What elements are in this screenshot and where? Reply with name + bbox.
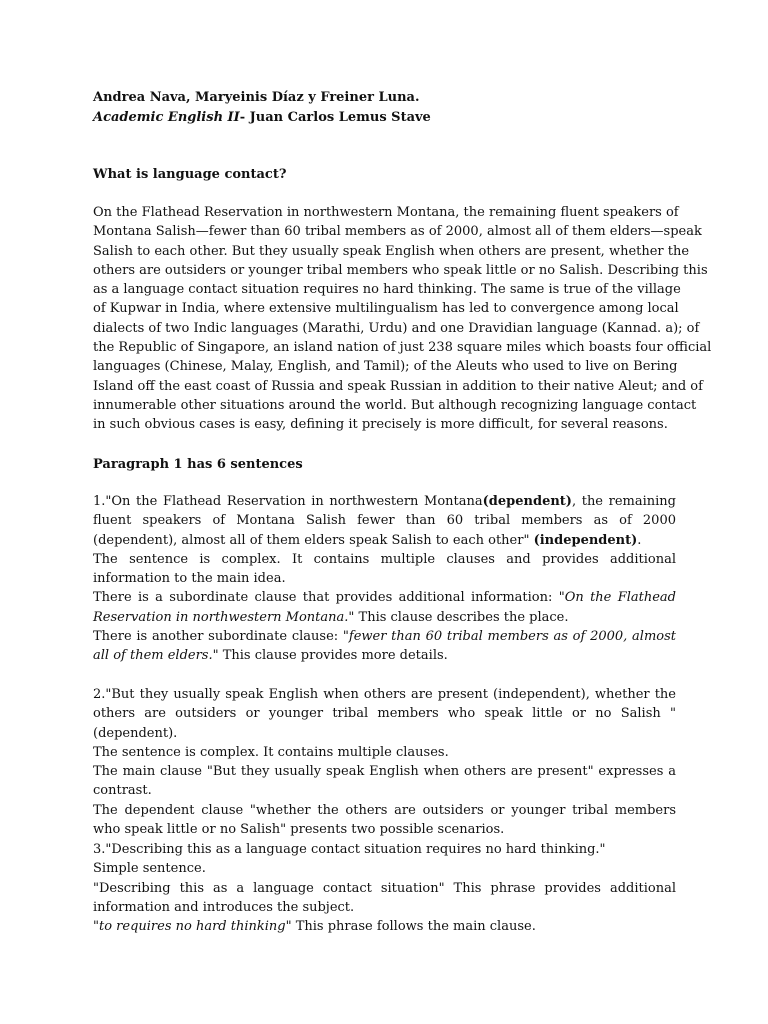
passage-line: of Kupwar in India, where extensive multilingualism has led to convergence among local [93,301,679,317]
sentence-3-follow [93,917,676,936]
document-header [93,88,431,127]
sentence-1-analysis [93,492,676,666]
explanation-text: This clause provides more details. [218,648,448,664]
explanation-text: There is another subordinate clause: [93,629,343,645]
course-line [93,108,431,128]
paragraph-count-heading: Paragraph 1 has 6 sentences [93,457,303,472]
quote-text: , the remaining fluent speakers of Montana Salish fewer than 60 tribal members as of 2000 (dependent), almost all of them elders speak Salish to each other" [93,494,676,548]
passage-line: dialects of two Indic languages (Marathi, Urdu) and one Dravidian language (Kannad. a); of [93,320,700,336]
sentence-3-phrase: "Describing this as a language contact situation" This phrase provides additional information and introduces the subject. [93,880,676,915]
independent-tag: (independent) [533,532,638,548]
passage-line: Island off the east coast of Russia and speak Russian in addition to their native Aleut; and of [93,378,703,394]
sentence-2-dependent-clause: The dependent clause "whether the others are outsiders or younger tribal members who speak little or no Salish" presents two possible scenarios. [93,802,676,838]
passage-line: as a language contact situation requires no hard thinking. The same is true of the village [93,282,681,298]
clause-quote: "On the Flathead Reservation in northwestern Montana." [93,590,677,625]
sentence-2-main-clause: The main clause "But they usually speak English when others are present" expresses a contrast. [93,764,676,799]
sentence-3-analysis [93,840,676,936]
passage-line: On the Flathead Reservation in northwestern Montana, the remaining fluent speakers of [93,205,679,220]
clause-quote: "fewer than 60 tribal members as of 2000, almost all of them elders." [93,629,676,664]
explanation-text: This clause describes the place. [354,609,569,625]
explanation-text: This phrase follows the main clause. [291,919,536,935]
passage-line: Montana Salish—fewer than 60 tribal members as of 2000, almost all of them elders—speak [93,224,702,240]
sentence-2-quote: 2."But they usually speak English when others are present (independent), whether the others are outsiders or younger tribal members who speak little or no Salish "(dependent). [93,687,676,741]
quote-text: 1."On the Flathead Reservation in northwestern Montana [93,494,483,509]
course-name: Academic English II [93,109,240,125]
passage-line: others are outsiders or younger tribal members who speak little or no Salish. Describing this [93,262,708,278]
source-passage [93,203,712,435]
passage-line: in such obvious cases is easy, defining it precisely is more difficult, for several reasons. [93,417,668,433]
clause-quote: "to requires no hard thinking" [93,919,292,935]
passage-line: innumerable other situations around the world. But although recognizing language contact [93,397,697,413]
explanation-text: There is a subordinate clause that provides additional information: [93,590,559,606]
sentence-1-type: The sentence is complex. It contains multiple clauses and provides additional information to the main idea. [93,551,676,587]
quote-end: . [637,532,642,548]
sentence-2-type: The sentence is complex. It contains multiple clauses. [93,744,449,760]
sentence-1-subordinate-1 [93,588,676,627]
passage-line: Salish to each other. But they usually speak English when others are present, whether the [93,243,690,259]
sentence-1-quote [93,492,676,550]
sentence-1-subordinate-2 [93,627,676,666]
authors-line: Andrea Nava, Maryeinis Díaz y Freiner Luna. [93,90,420,105]
dependent-tag: (dependent) [482,494,572,509]
passage-line: languages (Chinese, Malay, English, and Tamil); of the Aleuts who used to live on Bering [93,359,678,375]
teacher-separator: - [239,109,250,125]
question-heading: What is language contact? [93,167,287,182]
sentence-3-quote: 3."Describing this as a language contact situation requires no hard thinking." [93,842,606,857]
passage-line: the Republic of Singapore, an island nation of just 238 square miles which boasts four official [93,340,712,356]
sentence-3-type: Simple sentence. [93,861,206,877]
teacher-name: Juan Carlos Lemus Stave [249,109,431,125]
sentence-2-analysis [93,685,676,839]
